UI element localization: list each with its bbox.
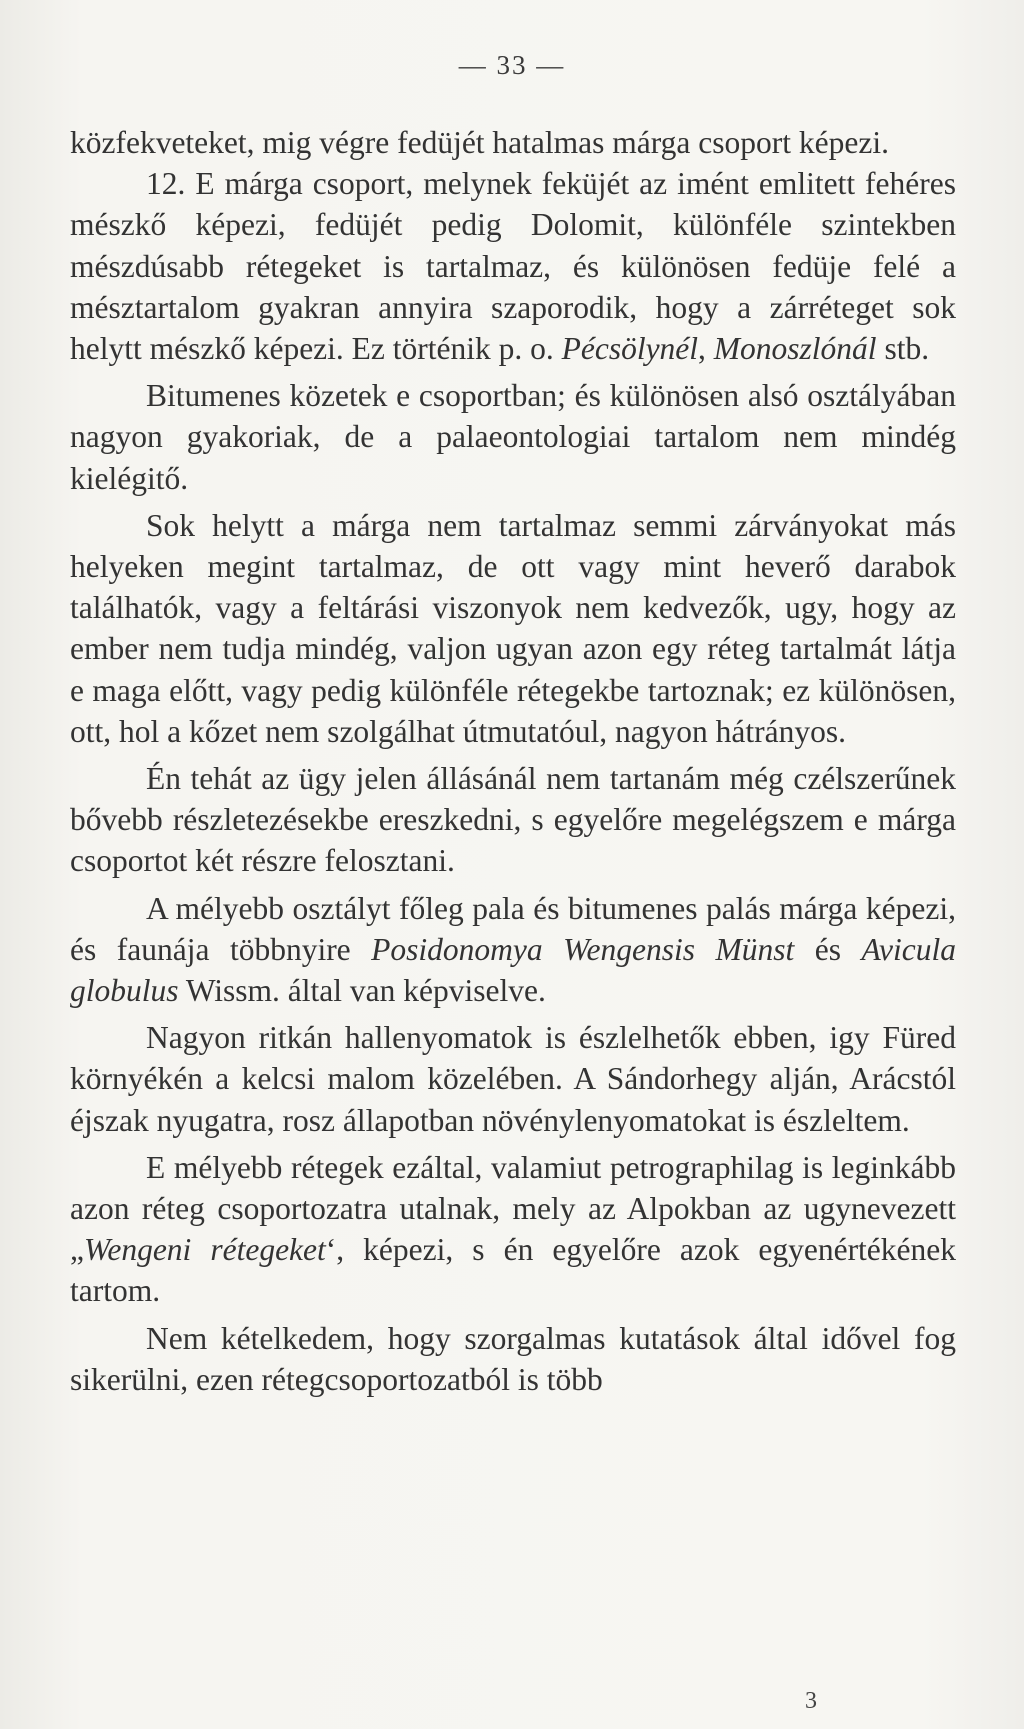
paragraph-9 <box>70 1318 956 1400</box>
signature-mark: 3 <box>805 1688 817 1714</box>
paragraph-6-end: Wissm. által van képviselve. <box>178 973 546 1009</box>
paragraph-6-and: és <box>794 931 862 967</box>
paragraph-3-text: Bitumenes közetek e csoportban; és különösen alsó osztályában nagyon gyakoriak, de a palaeontologiai tartalom nem mindég kielégitő. <box>70 378 956 496</box>
paragraph-4-text: Sok helytt a márga nem tartalmaz semmi zárványokat más helyeken megint tartalmaz, de ott vagy mint heverő darabok találhatók, vagy a feltárási viszonyok nem kedvezők, ugy, hogy az ember nem tudja mindég, valjon ugyan azon egy réteg tartalmát látja e maga előtt, vagy pedig különféle rétegekbe tartoznak; ez különösen, ott, hol a kőzet nem szolgálhat útmutatóul, nagyon hátrányos. <box>70 507 956 749</box>
paragraph-5 <box>70 758 956 882</box>
paragraph-1 <box>70 122 956 163</box>
paragraph-8-end: ‘, képezi, s én egyelőre azok egyenértékének tartom. <box>70 1232 956 1309</box>
species-avicula: Avicula globulus <box>70 931 956 1009</box>
paragraph-7 <box>70 1017 956 1141</box>
paragraph-6 <box>70 888 956 1012</box>
paragraph-2-sep: , <box>698 331 714 367</box>
paragraph-2-text: 12. E márga csoport, melynek feküjét az imént emlitett fehéres mészkő képezi, fedüjét pedig Dolomit, különféle szintekben mészdúsabb rétegeket is tartalmaz, és különösen fedüje felé a mésztartalom gyakran annyira szaporodik, hogy a zárréteget sok helytt mészkő képezi. Ez történik p. o. <box>70 166 956 367</box>
paragraph-6-text: A mélyebb osztályt főleg pala és bitumenes palás márga képezi, és faunája többnyire <box>70 890 956 967</box>
species-posidonomya: Posidonomya Wengensis Münst <box>371 931 795 967</box>
paragraph-5-text: Én tehát az ügy jelen állásánál nem tartanám még czélszerűnek bővebb részletezésekbe ereszkedni, s egyelőre megelégszem e márga csoportot két részre felosztani. <box>70 761 956 879</box>
paragraph-4 <box>70 505 956 752</box>
paragraph-8-text: E mélyebb rétegek ezáltal, valamiut petrographilag is leginkább azon réteg csoportozatra utalnak, mely az Alpokban az ugynevezett „ <box>70 1149 956 1268</box>
paragraph-3 <box>70 375 956 499</box>
paragraph-2 <box>70 163 956 369</box>
place-name-pecsoly: Pécsölynél <box>561 331 699 367</box>
wengen-layers-term: Wengeni rétegeket <box>83 1232 326 1268</box>
paragraph-7-text: Nagyon ritkán hallenyomatok is észlelhetők ebben, igy Füred környékén a kelcsi malom közelében. A Sándorhegy alján, Arácstól éjszak nyugatra, rosz állapotban növénylenyomatokat is észleltem. <box>70 1020 956 1138</box>
page-number: — 33 — <box>458 50 566 80</box>
paragraph-8 <box>70 1147 956 1312</box>
paragraph-1-text: közfekveteket, mig végre fedüjét hatalmas márga csoport képezi. <box>70 125 889 160</box>
place-name-monoszlo: Monoszlónál <box>713 331 877 367</box>
paragraph-2-end: stb. <box>876 331 930 367</box>
paragraph-9-text: Nem kételkedem, hogy szorgalmas kutatások által idővel fog sikerülni, ezen rétegcsoportozatból is több <box>70 1320 956 1397</box>
body-text <box>70 122 956 1400</box>
